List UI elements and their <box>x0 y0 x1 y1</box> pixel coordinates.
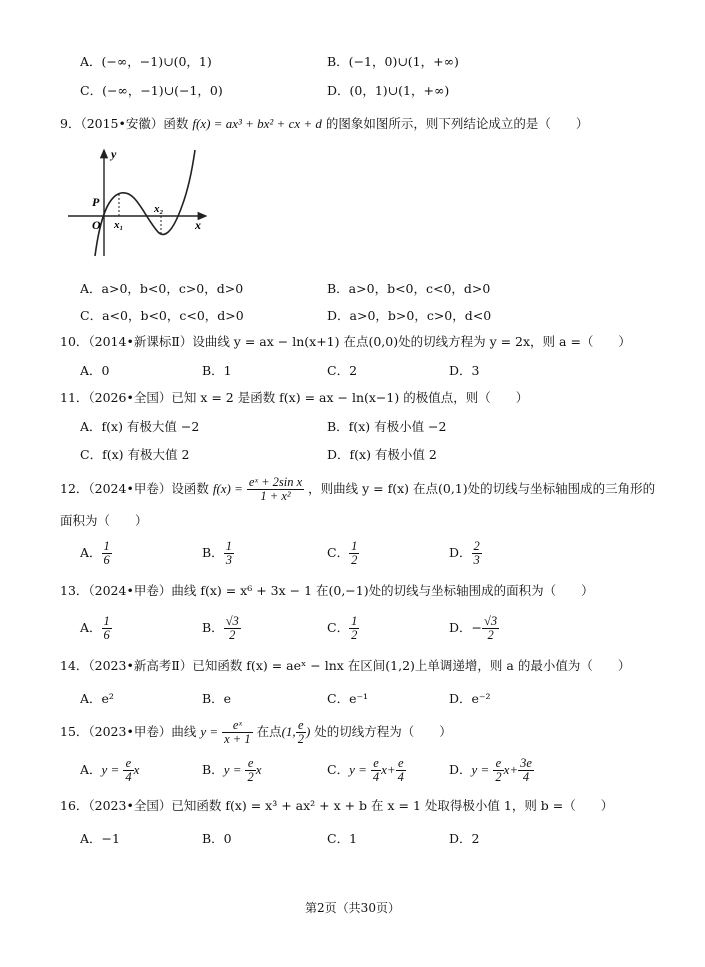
q8-option-b: B．(−1，0)∪(1，+∞) <box>327 54 459 69</box>
q13-option-fraction: $\frac{√3}{2}$ <box>484 614 498 642</box>
q9-stem: 9．（2015•安徽）函数 f(x) = ax³ + bx² + cx + d 的图象如图所示，则下列结论成立的是（ ） <box>60 116 589 131</box>
q13-option-d: D．− $\frac{√3}{2}$ <box>449 614 498 642</box>
q8-option-c: C．(−∞，−1)∪(−1，0) <box>80 83 223 98</box>
q10-option-b: B．1 <box>202 363 232 378</box>
q15-option-fraction: $\frac{e}{2}$ <box>247 756 254 784</box>
q16-option-b: B．0 <box>202 831 232 846</box>
q15-option-fraction: $\frac{e}{4}$ <box>125 756 132 784</box>
q14-option-c: C．e⁻¹ <box>327 691 369 706</box>
q13-stem: 13．（2024•甲卷）曲线 f(x) = x⁶ + 3x − 1 在(0,−1)处的切线与坐标轴围成的面积为（ ） <box>60 583 594 598</box>
q9-y-label: y <box>111 147 117 161</box>
q14-option-a: A．e² <box>80 691 114 706</box>
q12-stem: 12．（2024•甲卷）设函数 f(x) = $\frac{\text{eˣ + 2sin x}}{\text{1 + x²}}$ ，则曲线 y = f(x) 在点(0,1)处的切线与坐标轴围成的三角形的 <box>60 475 656 503</box>
q9-function-graph <box>64 146 214 258</box>
q10-option-a: A．0 <box>80 363 110 378</box>
q8-option-a: A．(−∞，−1)∪(0，1) <box>80 54 212 69</box>
q12-function-fraction: $\frac{\text{eˣ + 2sin x}}{\text{1 + x²}}$ <box>248 475 303 503</box>
q16-option-a: A．−1 <box>80 831 120 846</box>
q11-stem: 11．（2026•全国）已知 x = 2 是函数 f(x) = ax − ln(x−1) 的极值点，则（ ） <box>60 390 529 405</box>
q14-stem: 14．（2023•新高考Ⅱ）已知函数 f(x) = aeˣ − lnx 在区间(1,2)上单调递增，则 a 的最小值为（ ） <box>60 658 631 673</box>
q13-option-fraction: $\frac{1}{2}$ <box>351 614 358 642</box>
q13-option-c: C． $\frac{1}{2}$ <box>327 614 358 642</box>
q15-option-a: A．y = $\frac{e}{4}$ x <box>80 756 140 784</box>
q10-option-c: C．2 <box>327 363 358 378</box>
q13-option-b: B． $\frac{√3}{2}$ <box>202 614 239 642</box>
q12-option-b: B． $\frac{1}{3}$ <box>202 539 232 567</box>
q9-x-label: x <box>195 218 201 232</box>
q13-option-fraction: $\frac{√3}{2}$ <box>225 614 239 642</box>
q12-option-fraction: $\frac{1}{6}$ <box>103 539 110 567</box>
q12-option-c: C． $\frac{1}{2}$ <box>327 539 358 567</box>
q9-o-label: O <box>92 218 101 232</box>
q11-option-d: D．f(x) 有极小值 2 <box>327 447 437 462</box>
q9-x1-label: x₁ <box>114 219 124 231</box>
q12-option-fraction: $\frac{1}{2}$ <box>351 539 358 567</box>
q15-stem: 15．（2023•甲卷）曲线 y = $\frac{\text{eˣ}}{x + 1}$ 在点(1, $\frac{e}{2}$ ) 处的切线方程为（ ） <box>60 718 452 746</box>
q9-cubic-curve <box>95 150 195 256</box>
q15-option-c: C．y = $\frac{e}{4}$ x+ $\frac{e}{4}$ <box>327 756 404 784</box>
q15-option-fraction: $\frac{3e}{4}$ <box>520 756 532 784</box>
q9-p-label: P <box>92 195 100 209</box>
q15-option-b: B．y = $\frac{e}{2}$ x <box>202 756 262 784</box>
q8-option-d: D．(0，1)∪(1，+∞) <box>327 83 450 98</box>
q15-option-fraction: $\frac{e}{2}$ <box>495 756 502 784</box>
q15-curve-fraction: $\frac{\text{eˣ}}{x + 1}$ <box>224 718 251 746</box>
q16-option-c: C．1 <box>327 831 358 846</box>
q14-option-b: B．e <box>202 691 232 706</box>
q13-option-a: A． $\frac{1}{6}$ <box>80 614 110 642</box>
q12-option-fraction: $\frac{1}{3}$ <box>225 539 232 567</box>
q15-option-fraction: $\frac{e}{4}$ <box>397 756 404 784</box>
q9-option-b: B．a>0，b<0，c<0，d>0 <box>327 281 491 296</box>
q9-option-d: D．a>0，b>0，c>0，d<0 <box>327 308 492 323</box>
q12-option-fraction: $\frac{2}{3}$ <box>473 539 480 567</box>
q9-function: f(x) = ax³ + bx² + cx + d <box>192 116 322 131</box>
q14-option-d: D．e⁻² <box>449 691 491 706</box>
q16-option-d: D．2 <box>449 831 480 846</box>
q16-stem: 16．（2023•全国）已知函数 f(x) = x³ + ax² + x + b 在 x = 1 处取得极小值 1，则 b =（ ） <box>60 798 614 813</box>
q12-option-d: D． $\frac{2}{3}$ <box>449 539 480 567</box>
q13-option-fraction: $\frac{1}{6}$ <box>103 614 110 642</box>
q15-point-fraction: $\frac{e}{2}$ <box>297 718 304 746</box>
q11-option-c: C．f(x) 有极大值 2 <box>80 447 190 462</box>
q12-stem-line2: 面积为（ ） <box>60 513 148 528</box>
q9-option-c: C．a<0，b<0，c<0，d>0 <box>80 308 244 323</box>
q12-option-a: A． $\frac{1}{6}$ <box>80 539 110 567</box>
q10-option-d: D．3 <box>449 363 480 378</box>
q10-stem: 10．（2014•新课标Ⅱ）设曲线 y = ax − ln(x+1) 在点(0,0)处的切线方程为 y = 2x，则 a =（ ） <box>60 334 631 349</box>
page-footer: 第2页（共30页） <box>305 901 400 915</box>
q15-option-d: D．y = $\frac{e}{2}$ x+ $\frac{3e}{4}$ <box>449 756 532 784</box>
q11-option-a: A．f(x) 有极大值 −2 <box>80 419 200 434</box>
q11-option-b: B．f(x) 有极小值 −2 <box>327 419 447 434</box>
q15-option-fraction: $\frac{e}{4}$ <box>372 756 380 784</box>
q9-option-a: A．a>0，b<0，c>0，d>0 <box>80 281 244 296</box>
q9-x2-label: x₂ <box>154 203 164 215</box>
